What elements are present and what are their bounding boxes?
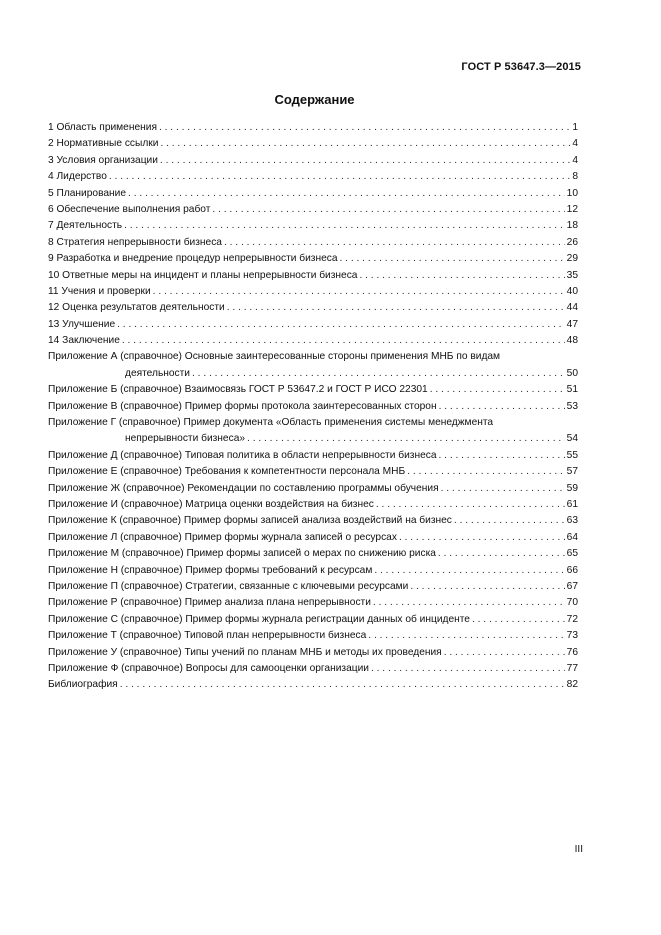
dot-leader — [160, 153, 570, 169]
toc-entry-page: 76 — [566, 646, 578, 658]
toc-entry[interactable] — [48, 300, 578, 316]
toc-entry-label: 10 Ответные меры на инцидент и планы непрерывности бизнеса — [48, 269, 358, 281]
toc-entry-page: 53 — [566, 400, 578, 412]
toc-entry-page: 10 — [566, 187, 578, 199]
toc-entry-page: 18 — [566, 220, 578, 232]
dot-leader — [122, 333, 565, 349]
toc-entry[interactable] — [48, 251, 578, 267]
page-number: III — [574, 844, 583, 855]
toc-entry-label: 11 Учения и проверки — [48, 285, 151, 297]
dot-leader — [359, 268, 564, 284]
toc-entry-label: Приложение Г (справочное) Пример документа «Область применения системы менеджмента — [48, 417, 494, 429]
dot-leader — [439, 399, 565, 415]
toc-entry-label: 14 Заключение — [48, 335, 120, 347]
toc-entry-page: 61 — [566, 499, 578, 511]
toc-entry-page: 4 — [572, 138, 578, 150]
toc-entry-label-continuation: деятельности — [125, 367, 190, 379]
toc-entry[interactable] — [48, 349, 578, 382]
dot-leader — [227, 300, 565, 316]
toc-entry-label: Приложение И (справочное) Матрица оценки воздействия на бизнес — [48, 499, 374, 511]
toc-entry-page: 66 — [566, 564, 578, 576]
toc-entry[interactable] — [48, 202, 578, 218]
toc-entry-label: Приложение Н (справочное) Пример формы требований к ресурсам — [48, 564, 373, 576]
toc-entry-page: 1 — [572, 122, 578, 133]
toc-entry-page: 8 — [572, 171, 578, 183]
toc-entry[interactable] — [48, 464, 578, 480]
table-of-contents — [48, 120, 578, 694]
toc-title: Содержание — [274, 92, 355, 107]
dot-leader — [224, 235, 565, 251]
toc-entry[interactable] — [48, 546, 578, 562]
toc-entry[interactable] — [48, 579, 578, 595]
toc-entry[interactable] — [48, 153, 578, 169]
toc-entry[interactable] — [48, 677, 578, 693]
dot-leader — [192, 366, 565, 382]
toc-entry[interactable] — [48, 382, 578, 398]
toc-entry-page: 35 — [566, 269, 578, 281]
toc-entry-label: Приложение Т (справочное) Типовой план непрерывности бизнеса — [48, 630, 367, 642]
toc-entry[interactable] — [48, 448, 578, 464]
toc-entry[interactable] — [48, 513, 578, 529]
toc-entry-page: 67 — [566, 580, 578, 592]
toc-entry-label: Приложение Е (справочное) Требования к компетентности персонала МНБ — [48, 466, 406, 478]
toc-entry-page: 77 — [566, 662, 578, 674]
toc-entry-label: 2 Нормативные ссылки — [48, 138, 159, 150]
toc-entry[interactable] — [48, 333, 578, 349]
toc-entry-page: 64 — [566, 531, 578, 543]
toc-entry-label: 5 Планирование — [48, 187, 127, 199]
toc-entry[interactable] — [48, 661, 578, 677]
dot-leader — [371, 661, 565, 677]
toc-entry-label: Приложение Ф (справочное) Вопросы для самооценки организации — [48, 662, 369, 674]
toc-entry[interactable] — [48, 415, 578, 448]
toc-entry-label: Приложение П (справочное) Стратегии, связанные с ключевыми ресурсами — [48, 580, 409, 592]
toc-entry-page: 59 — [566, 482, 578, 494]
toc-entry-label: Приложение Б (справочное) Взаимосвязь ГОСТ Р 53647.2 и ГОСТ Р ИСО 22301 — [48, 384, 428, 396]
toc-entry[interactable] — [48, 481, 578, 497]
toc-entry[interactable] — [48, 595, 578, 611]
toc-entry-label: Приложение Л (справочное) Пример формы журнала записей о ресурсах — [48, 531, 397, 543]
toc-entry-label: Приложение А (справочное) Основные заинтересованные стороны применения МНБ по видам — [48, 351, 501, 363]
toc-entry-page: 55 — [566, 449, 578, 461]
toc-entry-label: Приложение Ж (справочное) Рекомендации по составлению программы обучения — [48, 482, 439, 494]
toc-entry-label: 4 Лидерство — [48, 171, 107, 183]
toc-entry-label: 12 Оценка результатов деятельности — [48, 302, 225, 314]
toc-entry-page: 40 — [566, 285, 578, 297]
toc-entry-page: 57 — [566, 466, 578, 478]
toc-entry[interactable] — [48, 218, 578, 234]
dot-leader — [153, 284, 565, 300]
toc-entry-label: 8 Стратегия непрерывности бизнеса — [48, 236, 222, 248]
toc-entry[interactable] — [48, 399, 578, 415]
toc-entry-label: 7 Деятельность — [48, 220, 123, 232]
toc-entry[interactable] — [48, 497, 578, 513]
dot-leader — [120, 677, 565, 693]
toc-entry-page: 50 — [566, 367, 578, 379]
toc-entry-label: Приложение Р (справочное) Пример анализа плана непрерывности — [48, 597, 371, 609]
dot-leader — [117, 317, 565, 333]
toc-entry-page: 63 — [566, 515, 578, 527]
dot-leader — [430, 382, 565, 398]
toc-entry-label: 13 Улучшение — [48, 318, 116, 330]
toc-entry-label: 6 Обеспечение выполнения работ — [48, 203, 211, 215]
dot-leader — [109, 169, 570, 185]
toc-entry-page: 65 — [566, 548, 578, 560]
toc-entry[interactable] — [48, 563, 578, 579]
dot-leader — [407, 464, 564, 480]
toc-entry-label: Приложение М (справочное) Пример формы записей о мерах по снижению риска — [48, 548, 436, 560]
toc-entry-page: 82 — [566, 679, 578, 691]
toc-entry-label: 9 Разработка и внедрение процедур непрерывности бизнеса — [48, 253, 338, 265]
toc-entry-label-continuation: непрерывности бизнеса» — [125, 433, 246, 445]
dot-leader — [124, 218, 565, 234]
dot-leader — [159, 120, 570, 136]
toc-entry[interactable] — [48, 317, 578, 333]
toc-entry-label: Библиография — [48, 679, 118, 691]
toc-entry-page: 51 — [566, 384, 578, 396]
toc-entry-label: Приложение К (справочное) Пример формы записей анализа воздействий на бизнес — [48, 515, 452, 527]
toc-entry-page: 54 — [566, 433, 578, 445]
toc-entry-label: Приложение С (справочное) Пример формы журнала регистрации данных об инциденте — [48, 613, 470, 625]
dot-leader — [368, 628, 564, 644]
toc-entry[interactable] — [48, 612, 578, 628]
toc-entry[interactable] — [48, 120, 578, 136]
dot-leader — [441, 481, 565, 497]
toc-entry-label: 3 Условия организации — [48, 154, 158, 166]
dot-leader — [340, 251, 565, 267]
toc-entry[interactable] — [48, 628, 578, 644]
toc-entry-page: 12 — [566, 203, 578, 215]
dot-leader — [472, 612, 565, 628]
toc-entry[interactable] — [48, 284, 578, 300]
dot-leader — [373, 595, 565, 611]
dot-leader — [444, 645, 565, 661]
toc-entry-page: 26 — [566, 236, 578, 248]
dot-leader — [212, 202, 564, 218]
toc-entry-page: 70 — [566, 597, 578, 609]
toc-entry-page: 73 — [566, 630, 578, 642]
dot-leader — [160, 136, 570, 152]
toc-entry[interactable] — [48, 136, 578, 152]
document-code: ГОСТ Р 53647.3—2015 — [461, 61, 581, 73]
toc-entry[interactable] — [48, 645, 578, 661]
toc-entry[interactable] — [48, 268, 578, 284]
toc-entry-page: 29 — [566, 253, 578, 265]
toc-entry[interactable] — [48, 530, 578, 546]
dot-leader — [410, 579, 564, 595]
dot-leader — [128, 186, 565, 202]
dot-leader — [438, 546, 565, 562]
toc-entry-label: Приложение Д (справочное) Типовая политика в области непрерывности бизнеса — [48, 449, 437, 461]
toc-entry-page: 4 — [572, 154, 578, 166]
toc-entry-page: 44 — [566, 302, 578, 314]
dot-leader — [374, 563, 564, 579]
toc-entry-page: 48 — [566, 335, 578, 347]
toc-entry-label: Приложение В (справочное) Пример формы протокола заинтересованных сторон — [48, 400, 437, 412]
dot-leader — [454, 513, 565, 529]
toc-entry-label: 1 Область применения — [48, 122, 157, 133]
dot-leader — [247, 431, 565, 447]
toc-entry[interactable] — [48, 235, 578, 251]
toc-entry-page: 72 — [566, 613, 578, 625]
dot-leader — [399, 530, 565, 546]
dot-leader — [376, 497, 565, 513]
toc-entry[interactable] — [48, 186, 578, 202]
dot-leader — [439, 448, 565, 464]
toc-entry-label: Приложение У (справочное) Типы учений по планам МНБ и методы их проведения — [48, 646, 442, 658]
toc-entry[interactable] — [48, 169, 578, 185]
toc-entry-page: 47 — [566, 318, 578, 330]
